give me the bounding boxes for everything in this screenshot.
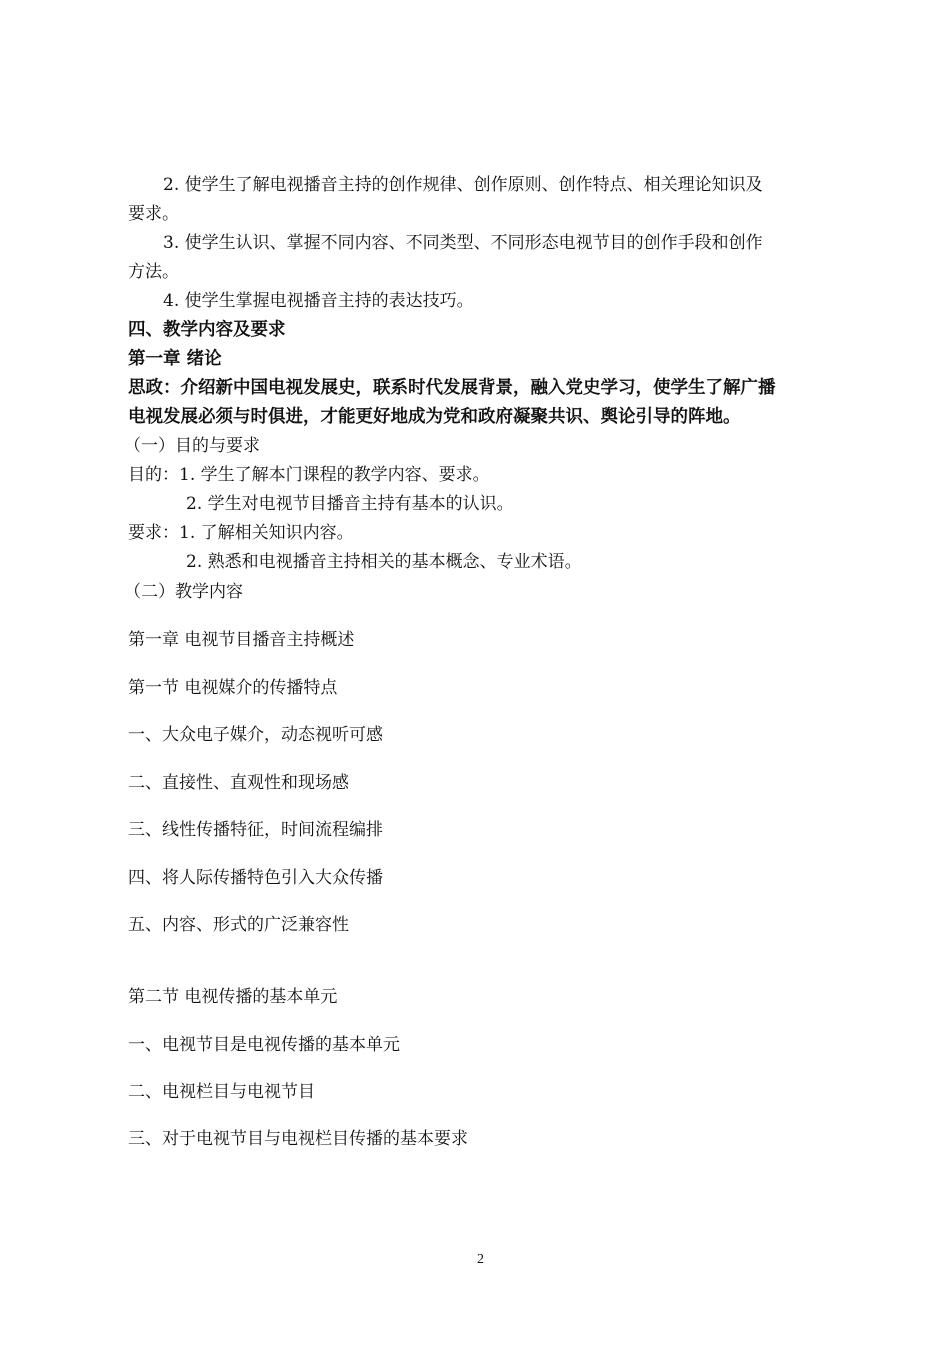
objective-3-line-1: 3. 使学生认识、掌握不同内容、不同类型、不同形态电视节目的创作手段和创作 xyxy=(163,233,763,253)
section-2-item: 三、对于电视节目与电视栏目传播的基本要求 xyxy=(128,1129,468,1149)
objective-3-line-2: 方法。 xyxy=(128,262,179,282)
objective-2-line-2: 要求。 xyxy=(128,204,179,224)
section-1-item: 二、直接性、直观性和现场感 xyxy=(128,773,349,793)
purpose-item-2: 2. 学生对电视节目播音主持有基本的认识。 xyxy=(186,494,514,514)
chapter-one-heading: 第一章 绪论 xyxy=(128,349,222,369)
subsection-teaching-content: （二）教学内容 xyxy=(124,582,243,602)
ideology-line-2: 电视发展必须与时俱进，才能更好地成为党和政府凝聚共识、舆论引导的阵地。 xyxy=(128,407,741,427)
section-1-title: 第一节 电视媒介的传播特点 xyxy=(128,678,338,698)
section-four-heading: 四、教学内容及要求 xyxy=(128,320,286,340)
section-1-item: 三、线性传播特征，时间流程编排 xyxy=(128,820,383,840)
section-1-item: 五、内容、形式的广泛兼容性 xyxy=(128,915,349,935)
section-2-item: 一、电视节目是电视传播的基本单元 xyxy=(128,1035,400,1055)
objective-2-line-1: 2. 使学生了解电视播音主持的创作规律、创作原则、创作特点、相关理论知识及 xyxy=(163,175,763,195)
requirement-item-1: 要求：1. 了解相关知识内容。 xyxy=(128,523,354,543)
page-number: 2 xyxy=(477,1252,484,1267)
section-1-item: 四、将人际传播特色引入大众传播 xyxy=(128,868,383,888)
ideology-line-1: 思政：介绍新中国电视发展史，联系时代发展背景，融入党史学习，使学生了解广播 xyxy=(128,378,776,398)
content-chapter-title: 第一章 电视节目播音主持概述 xyxy=(128,630,355,650)
purpose-item-1: 目的：1. 学生了解本门课程的教学内容、要求。 xyxy=(128,465,490,485)
subsection-purpose-requirements: （一）目的与要求 xyxy=(124,436,260,456)
section-1-item: 一、大众电子媒介，动态视听可感 xyxy=(128,725,383,745)
section-2-title: 第二节 电视传播的基本单元 xyxy=(128,987,338,1007)
requirement-item-2: 2. 熟悉和电视播音主持相关的基本概念、专业术语。 xyxy=(186,552,582,572)
section-2-item: 二、电视栏目与电视节目 xyxy=(128,1082,315,1102)
objective-4: 4. 使学生掌握电视播音主持的表达技巧。 xyxy=(163,291,474,311)
